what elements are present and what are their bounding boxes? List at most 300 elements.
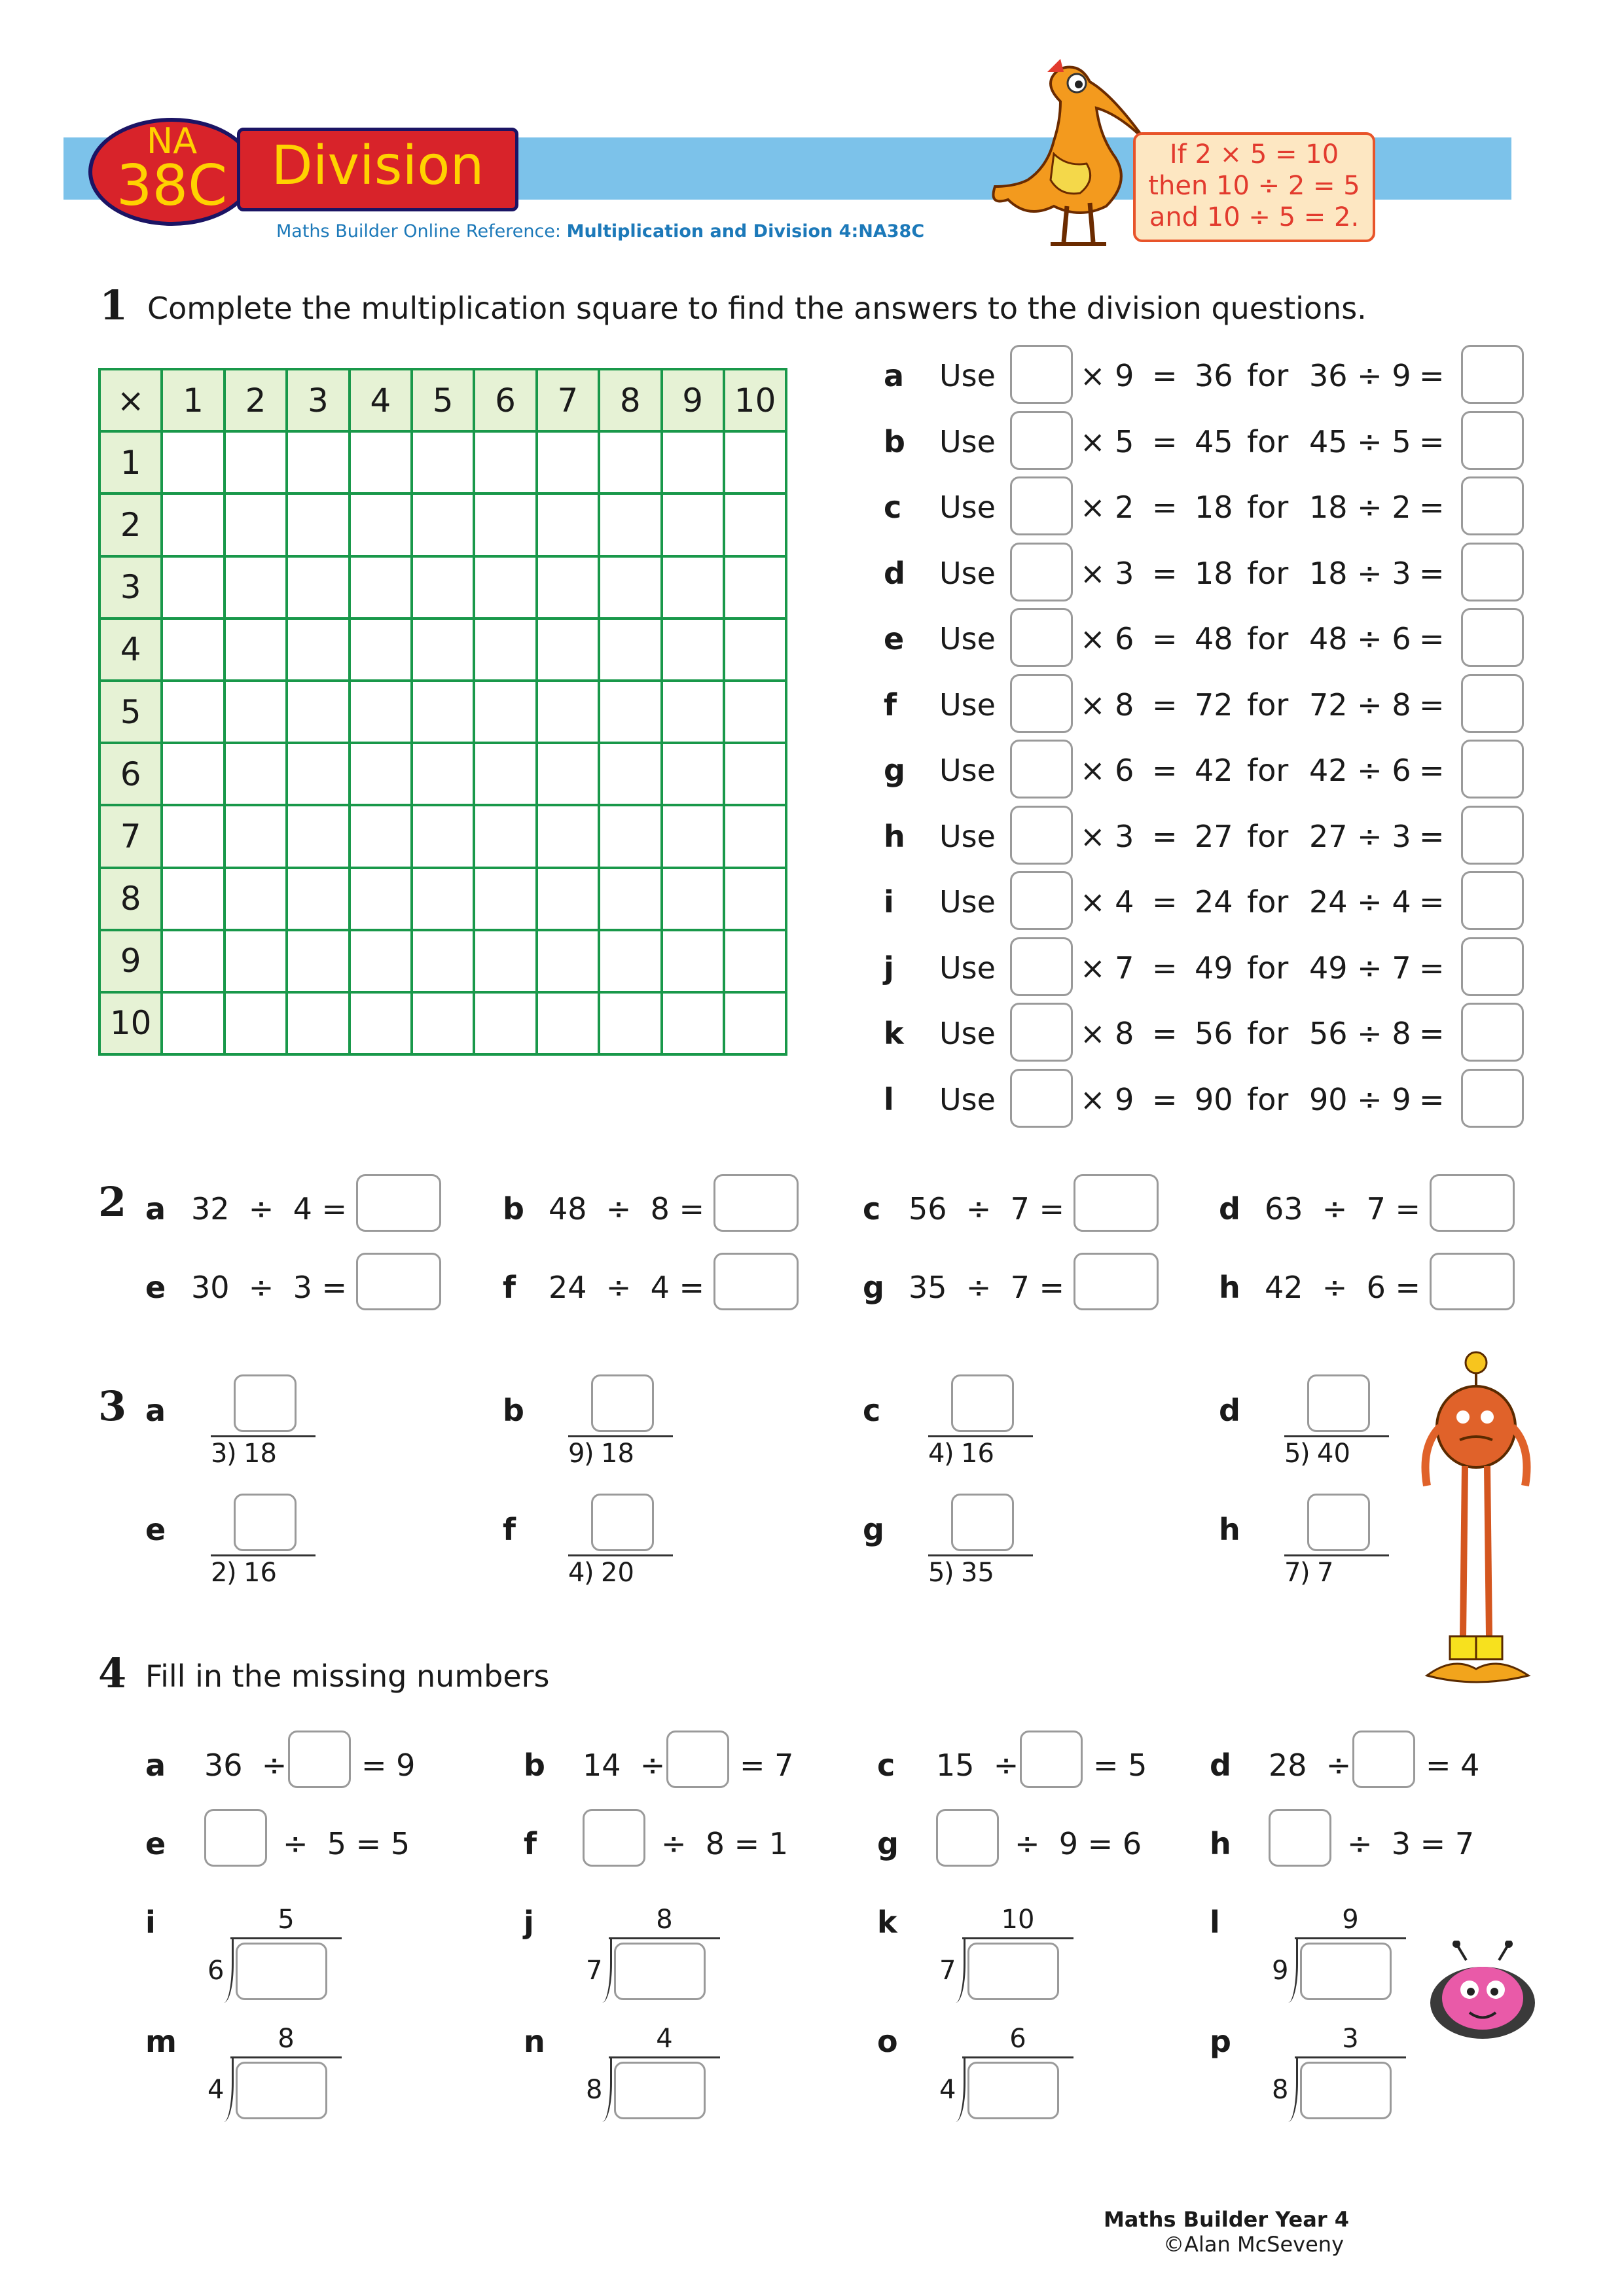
grid-answer-cell[interactable] <box>724 930 786 992</box>
quotient-answer-box[interactable] <box>1461 1003 1524 1062</box>
divisor: 7 <box>586 1956 603 1986</box>
use-word: Use <box>939 687 996 723</box>
factor-answer-box[interactable] <box>1010 1069 1073 1128</box>
hint-box <box>1133 132 1375 242</box>
dividend-answer-box[interactable] <box>236 1943 327 2000</box>
division-expression: 42 ÷ 6 = <box>1265 1270 1420 1305</box>
use-word: Use <box>939 358 996 393</box>
bracket-glyph: ) <box>584 1439 594 1469</box>
item-label: c <box>877 1748 895 1783</box>
hint-line-3: and 10 ÷ 5 = 2. <box>1149 202 1360 232</box>
division-expression: 49 ÷ 7 <box>1309 950 1411 986</box>
grid-col-header: 5 <box>412 369 474 431</box>
quotient-answer-box[interactable] <box>1461 411 1524 470</box>
multiplier: × 7 <box>1080 950 1134 986</box>
division-expression: 24 ÷ 4 = <box>549 1270 704 1305</box>
factor-answer-box[interactable] <box>1010 806 1073 865</box>
grid-answer-cell[interactable] <box>350 930 412 992</box>
factor-answer-box[interactable] <box>1010 345 1073 404</box>
dividend: 18 <box>244 1439 277 1469</box>
dividend: 16 <box>244 1558 277 1588</box>
grid-answer-cell[interactable] <box>662 619 724 681</box>
missing-number-box[interactable] <box>288 1731 351 1788</box>
grid-answer-cell[interactable] <box>350 805 412 867</box>
grid-col-header: 2 <box>225 369 287 431</box>
answer-box[interactable] <box>1430 1253 1515 1310</box>
grid-answer-cell[interactable] <box>350 431 412 493</box>
item-label: e <box>884 621 905 656</box>
grid-row-header: 10 <box>99 992 162 1054</box>
grid-answer-cell[interactable] <box>724 431 786 493</box>
division-bracket-line <box>609 1937 720 1939</box>
division-bracket-line <box>230 2056 342 2058</box>
grid-answer-cell[interactable] <box>162 493 224 556</box>
grid-answer-cell[interactable] <box>662 681 724 743</box>
grid-answer-cell[interactable] <box>537 992 599 1054</box>
dividend-answer-box[interactable] <box>967 2062 1059 2119</box>
grid-answer-cell[interactable] <box>662 431 724 493</box>
grid-answer-cell[interactable] <box>474 619 536 681</box>
item-label: g <box>863 1270 884 1305</box>
divisor: 4 <box>208 2075 225 2105</box>
quotient-answer-box[interactable] <box>591 1374 654 1432</box>
for-word: for <box>1247 555 1289 591</box>
grid-row-header: 8 <box>99 868 162 930</box>
bracket-glyph: ) <box>226 1558 237 1588</box>
division-bracket-line <box>609 2056 720 2058</box>
grid-answer-cell[interactable] <box>162 619 224 681</box>
grid-row <box>99 805 786 867</box>
grid-answer-cell[interactable] <box>412 681 474 743</box>
grid-answer-cell[interactable] <box>662 805 724 867</box>
grid-answer-cell[interactable] <box>662 493 724 556</box>
expression-right: ÷ 5 = 5 <box>283 1826 410 1861</box>
missing-number-box[interactable] <box>1352 1731 1415 1788</box>
quotient-answer-box[interactable] <box>1461 674 1524 733</box>
missing-number-box[interactable] <box>583 1809 645 1867</box>
item-label: g <box>884 753 905 788</box>
for-word: for <box>1247 490 1289 525</box>
divisor: 3 <box>211 1439 228 1469</box>
grid-col-header: 9 <box>662 369 724 431</box>
missing-number-box[interactable] <box>204 1809 267 1867</box>
division-bracket-line <box>1295 1937 1406 1939</box>
item-label: d <box>1219 1191 1240 1227</box>
factor-answer-box[interactable] <box>1010 871 1073 930</box>
grid-answer-cell[interactable] <box>599 743 661 805</box>
grid-row <box>99 493 786 556</box>
grid-answer-cell[interactable] <box>599 431 661 493</box>
divisor: 4 <box>939 2075 956 2105</box>
grid-answer-cell[interactable] <box>724 619 786 681</box>
grid-answer-cell[interactable] <box>350 681 412 743</box>
for-word: for <box>1247 1016 1289 1051</box>
use-word: Use <box>939 555 996 591</box>
expression-left: 15 ÷ <box>936 1748 1019 1783</box>
dividend: 7 <box>1317 1558 1334 1588</box>
item-label: e <box>145 1270 166 1305</box>
dividend-answer-box[interactable] <box>614 2062 706 2119</box>
quotient-answer-box[interactable] <box>1307 1374 1370 1432</box>
grid-answer-cell[interactable] <box>599 992 661 1054</box>
division-bracket-line <box>962 1937 1074 1939</box>
grid-answer-cell[interactable] <box>537 868 599 930</box>
item-label: i <box>145 1905 156 1940</box>
factor-answer-box[interactable] <box>1010 674 1073 733</box>
grid-answer-cell[interactable] <box>662 743 724 805</box>
quotient: 5 <box>278 1905 295 1935</box>
division-bracket-line <box>568 1554 673 1556</box>
grid-answer-cell[interactable] <box>412 556 474 619</box>
item-label: f <box>503 1270 516 1305</box>
expression-right: ÷ 9 = 6 <box>1015 1826 1142 1861</box>
use-word: Use <box>939 753 996 788</box>
product: 48 <box>1195 621 1233 656</box>
grid-answer-cell[interactable] <box>162 681 224 743</box>
grid-answer-cell[interactable] <box>412 493 474 556</box>
grid-answer-cell[interactable] <box>537 743 599 805</box>
grid-answer-cell[interactable] <box>350 868 412 930</box>
quotient-answer-box[interactable] <box>1461 806 1524 865</box>
quotient-answer-box[interactable] <box>1461 937 1524 996</box>
grid-row <box>99 743 786 805</box>
grid-answer-cell[interactable] <box>537 556 599 619</box>
grid-answer-cell[interactable] <box>599 805 661 867</box>
grid-answer-cell[interactable] <box>474 805 536 867</box>
item-label: k <box>877 1905 897 1940</box>
equals-sign: = <box>1419 1081 1445 1117</box>
grid-row <box>99 681 786 743</box>
product: 45 <box>1195 423 1233 459</box>
for-word: for <box>1247 1081 1289 1117</box>
grid-answer-cell[interactable] <box>724 493 786 556</box>
answer-box[interactable] <box>1074 1174 1159 1232</box>
grid-answer-cell[interactable] <box>724 805 786 867</box>
grid-answer-cell[interactable] <box>662 930 724 992</box>
grid-answer-cell[interactable] <box>287 805 349 867</box>
grid-answer-cell[interactable] <box>599 868 661 930</box>
item-label: k <box>884 1016 904 1051</box>
grid-answer-cell[interactable] <box>287 556 349 619</box>
product: 18 <box>1195 555 1233 591</box>
grid-answer-cell[interactable] <box>537 431 599 493</box>
division-expression: 32 ÷ 4 = <box>191 1191 347 1227</box>
division-bracket-line <box>211 1554 316 1556</box>
grid-answer-cell[interactable] <box>474 681 536 743</box>
answer-box[interactable] <box>356 1174 441 1232</box>
multiplier: × 4 <box>1080 884 1134 920</box>
equals-sign: = <box>1152 621 1178 656</box>
quotient-answer-box[interactable] <box>1461 345 1524 404</box>
equals-sign: = <box>1419 1016 1445 1051</box>
grid-answer-cell[interactable] <box>412 868 474 930</box>
grid-answer-cell[interactable] <box>724 743 786 805</box>
grid-answer-cell[interactable] <box>287 681 349 743</box>
grid-answer-cell[interactable] <box>225 619 287 681</box>
equals-sign: = <box>1419 884 1445 920</box>
grid-col-header: 7 <box>537 369 599 431</box>
dragon-mascot-illustration <box>982 56 1152 252</box>
quotient-answer-box[interactable] <box>1461 476 1524 535</box>
grid-col-header: 10 <box>724 369 786 431</box>
product: 27 <box>1195 818 1233 854</box>
equals-sign: = <box>1419 358 1445 393</box>
quotient-answer-box[interactable] <box>951 1494 1014 1551</box>
answer-box[interactable] <box>356 1253 441 1310</box>
grid-answer-cell[interactable] <box>350 493 412 556</box>
item-label: j <box>884 950 894 986</box>
grid-answer-cell[interactable] <box>599 493 661 556</box>
grid-answer-cell[interactable] <box>225 556 287 619</box>
reference-value: Multiplication and Division 4:NA38C <box>566 221 925 242</box>
item-label: g <box>863 1512 884 1547</box>
division-bracket-line <box>1284 1554 1389 1556</box>
answer-box[interactable] <box>713 1253 799 1310</box>
grid-row-header: 9 <box>99 930 162 992</box>
quotient-answer-box[interactable] <box>951 1374 1014 1432</box>
item-label: b <box>524 1748 545 1783</box>
item-label: i <box>884 884 894 920</box>
grid-answer-cell[interactable] <box>225 431 287 493</box>
grid-answer-cell[interactable] <box>537 493 599 556</box>
grid-answer-cell[interactable] <box>474 868 536 930</box>
grid-answer-cell[interactable] <box>724 868 786 930</box>
use-word: Use <box>939 884 996 920</box>
item-label: l <box>884 1081 894 1117</box>
division-bracket-line <box>962 2056 1074 2058</box>
equals-sign: = <box>1152 1016 1178 1051</box>
dividend-answer-box[interactable] <box>967 1943 1059 2000</box>
equals-sign: = <box>1152 818 1178 854</box>
item-label: h <box>884 818 905 854</box>
grid-answer-cell[interactable] <box>287 868 349 930</box>
missing-number-box[interactable] <box>1020 1731 1083 1788</box>
factor-answer-box[interactable] <box>1010 1003 1073 1062</box>
grid-answer-cell[interactable] <box>662 992 724 1054</box>
footer-book-title: Maths Builder Year 4 <box>1103 2207 1349 2232</box>
factor-answer-box[interactable] <box>1010 740 1073 798</box>
grid-row <box>99 992 786 1054</box>
grid-answer-cell[interactable] <box>662 556 724 619</box>
missing-number-box[interactable] <box>936 1809 999 1867</box>
grid-answer-cell[interactable] <box>474 930 536 992</box>
grid-answer-cell[interactable] <box>474 493 536 556</box>
question-1-instruction: Complete the multiplication square to find the answers to the division questions. <box>147 291 1367 326</box>
grid-answer-cell[interactable] <box>350 556 412 619</box>
factor-answer-box[interactable] <box>1010 476 1073 535</box>
equals-sign: = <box>1419 490 1445 525</box>
grid-row-header: 6 <box>99 743 162 805</box>
quotient-answer-box[interactable] <box>1461 871 1524 930</box>
bracket-glyph: ) <box>944 1558 954 1588</box>
grid-answer-cell[interactable] <box>287 493 349 556</box>
equals-sign: = <box>1152 423 1178 459</box>
divisor: 4 <box>568 1558 585 1588</box>
grid-answer-cell[interactable] <box>474 431 536 493</box>
question-1-number: 1 <box>99 281 128 329</box>
missing-number-box[interactable] <box>1269 1809 1331 1867</box>
grid-answer-cell[interactable] <box>474 556 536 619</box>
grid-col-header: 4 <box>350 369 412 431</box>
grid-answer-cell[interactable] <box>225 493 287 556</box>
multiplier: × 9 <box>1080 358 1134 393</box>
equals-sign: = <box>1152 687 1178 723</box>
grid-row-header: 5 <box>99 681 162 743</box>
grid-answer-cell[interactable] <box>412 930 474 992</box>
quotient-answer-box[interactable] <box>1307 1494 1370 1551</box>
quotient-answer-box[interactable] <box>1461 543 1524 601</box>
dividend: 16 <box>961 1439 994 1469</box>
grid-answer-cell[interactable] <box>599 930 661 992</box>
monster-illustration <box>1414 1348 1538 1695</box>
multiplier: × 9 <box>1080 1081 1134 1117</box>
divisor: 6 <box>208 1956 225 1986</box>
grid-answer-cell[interactable] <box>474 992 536 1054</box>
division-expression: 27 ÷ 3 <box>1309 818 1411 854</box>
grid-answer-cell[interactable] <box>162 556 224 619</box>
item-label: f <box>884 687 897 723</box>
use-word: Use <box>939 818 996 854</box>
dividend: 40 <box>1317 1439 1350 1469</box>
item-label: e <box>145 1826 166 1861</box>
division-expression: 48 ÷ 6 <box>1309 621 1411 656</box>
grid-answer-cell[interactable] <box>287 743 349 805</box>
grid-answer-cell[interactable] <box>350 743 412 805</box>
equals-sign: = <box>1152 490 1178 525</box>
quotient-answer-box[interactable] <box>234 1494 297 1551</box>
grid-answer-cell[interactable] <box>724 992 786 1054</box>
dividend-answer-box[interactable] <box>1300 2062 1392 2119</box>
multiplier: × 3 <box>1080 555 1134 591</box>
grid-answer-cell[interactable] <box>225 930 287 992</box>
quotient-answer-box[interactable] <box>1461 740 1524 798</box>
grid-answer-cell[interactable] <box>537 805 599 867</box>
grid-answer-cell[interactable] <box>412 805 474 867</box>
grid-answer-cell[interactable] <box>662 868 724 930</box>
use-word: Use <box>939 950 996 986</box>
grid-answer-cell[interactable] <box>537 619 599 681</box>
grid-answer-cell[interactable] <box>225 805 287 867</box>
grid-answer-cell[interactable] <box>537 681 599 743</box>
grid-answer-cell[interactable] <box>287 992 349 1054</box>
factor-answer-box[interactable] <box>1010 937 1073 996</box>
topic-code-strand: NA <box>146 120 198 162</box>
grid-answer-cell[interactable] <box>225 743 287 805</box>
grid-answer-cell[interactable] <box>162 868 224 930</box>
grid-answer-cell[interactable] <box>537 930 599 992</box>
grid-answer-cell[interactable] <box>162 805 224 867</box>
division-bracket-line <box>568 1435 673 1437</box>
item-label: b <box>503 1191 524 1227</box>
grid-answer-cell[interactable] <box>162 743 224 805</box>
for-word: for <box>1247 423 1289 459</box>
division-expression: 63 ÷ 7 = <box>1265 1191 1420 1227</box>
factor-answer-box[interactable] <box>1010 608 1073 667</box>
division-expression: 42 ÷ 6 <box>1309 753 1411 788</box>
grid-answer-cell[interactable] <box>412 619 474 681</box>
grid-answer-cell[interactable] <box>412 431 474 493</box>
grid-answer-cell[interactable] <box>287 930 349 992</box>
grid-answer-cell[interactable] <box>225 681 287 743</box>
division-expression: 18 ÷ 3 <box>1309 555 1411 591</box>
item-label: p <box>1210 2024 1231 2059</box>
item-label: b <box>884 423 905 459</box>
quotient: 6 <box>1009 2024 1026 2054</box>
grid-answer-cell[interactable] <box>350 992 412 1054</box>
missing-number-box[interactable] <box>666 1731 729 1788</box>
grid-answer-cell[interactable] <box>724 556 786 619</box>
factor-answer-box[interactable] <box>1010 543 1073 601</box>
item-label: f <box>503 1512 516 1547</box>
equals-sign: = <box>1152 358 1178 393</box>
division-expression: 90 ÷ 9 <box>1309 1081 1411 1117</box>
quotient-answer-box[interactable] <box>234 1374 297 1432</box>
for-word: for <box>1247 621 1289 656</box>
quotient-answer-box[interactable] <box>591 1494 654 1551</box>
grid-answer-cell[interactable] <box>350 619 412 681</box>
dividend-answer-box[interactable] <box>614 1943 706 2000</box>
grid-answer-cell[interactable] <box>162 431 224 493</box>
item-label: d <box>1210 1748 1231 1783</box>
dividend-answer-box[interactable] <box>236 2062 327 2119</box>
multiplication-square <box>98 368 787 1056</box>
expression-right: = 5 <box>1093 1748 1147 1783</box>
grid-answer-cell[interactable] <box>724 681 786 743</box>
factor-answer-box[interactable] <box>1010 411 1073 470</box>
question-4-number: 4 <box>98 1649 127 1697</box>
grid-answer-cell[interactable] <box>225 868 287 930</box>
grid-answer-cell[interactable] <box>287 431 349 493</box>
bracket-glyph: ) <box>1300 1439 1310 1469</box>
divisor: 5 <box>928 1558 945 1588</box>
dividend-answer-box[interactable] <box>1300 1943 1392 2000</box>
footer-author: ©Alan McSeveny <box>1163 2232 1344 2257</box>
grid-row-header: 4 <box>99 619 162 681</box>
grid-answer-cell[interactable] <box>599 681 661 743</box>
grid-answer-cell[interactable] <box>412 743 474 805</box>
answer-box[interactable] <box>1074 1253 1159 1310</box>
grid-header-row <box>99 369 786 431</box>
grid-answer-cell[interactable] <box>287 619 349 681</box>
product: 72 <box>1195 687 1233 723</box>
question-3-number: 3 <box>98 1382 127 1430</box>
division-expression: 36 ÷ 9 <box>1309 358 1411 393</box>
grid-answer-cell[interactable] <box>599 619 661 681</box>
quotient-answer-box[interactable] <box>1461 1069 1524 1128</box>
item-label: e <box>145 1512 166 1547</box>
answer-box[interactable] <box>1430 1174 1515 1232</box>
item-label: f <box>524 1826 537 1861</box>
grid-answer-cell[interactable] <box>412 992 474 1054</box>
item-label: c <box>884 490 902 525</box>
quotient-answer-box[interactable] <box>1461 608 1524 667</box>
grid-answer-cell[interactable] <box>599 556 661 619</box>
item-label: h <box>1219 1270 1240 1305</box>
item-label: o <box>877 2024 898 2059</box>
product: 49 <box>1195 950 1233 986</box>
multiplier: × 5 <box>1080 423 1134 459</box>
bracket-glyph: ) <box>584 1558 594 1588</box>
grid-answer-cell[interactable] <box>225 992 287 1054</box>
product: 36 <box>1195 358 1233 393</box>
grid-answer-cell[interactable] <box>162 992 224 1054</box>
grid-answer-cell[interactable] <box>474 743 536 805</box>
quotient: 3 <box>1342 2024 1359 2054</box>
divisor: 8 <box>586 2075 603 2105</box>
answer-box[interactable] <box>713 1174 799 1232</box>
equals-sign: = <box>1419 950 1445 986</box>
grid-answer-cell[interactable] <box>162 930 224 992</box>
